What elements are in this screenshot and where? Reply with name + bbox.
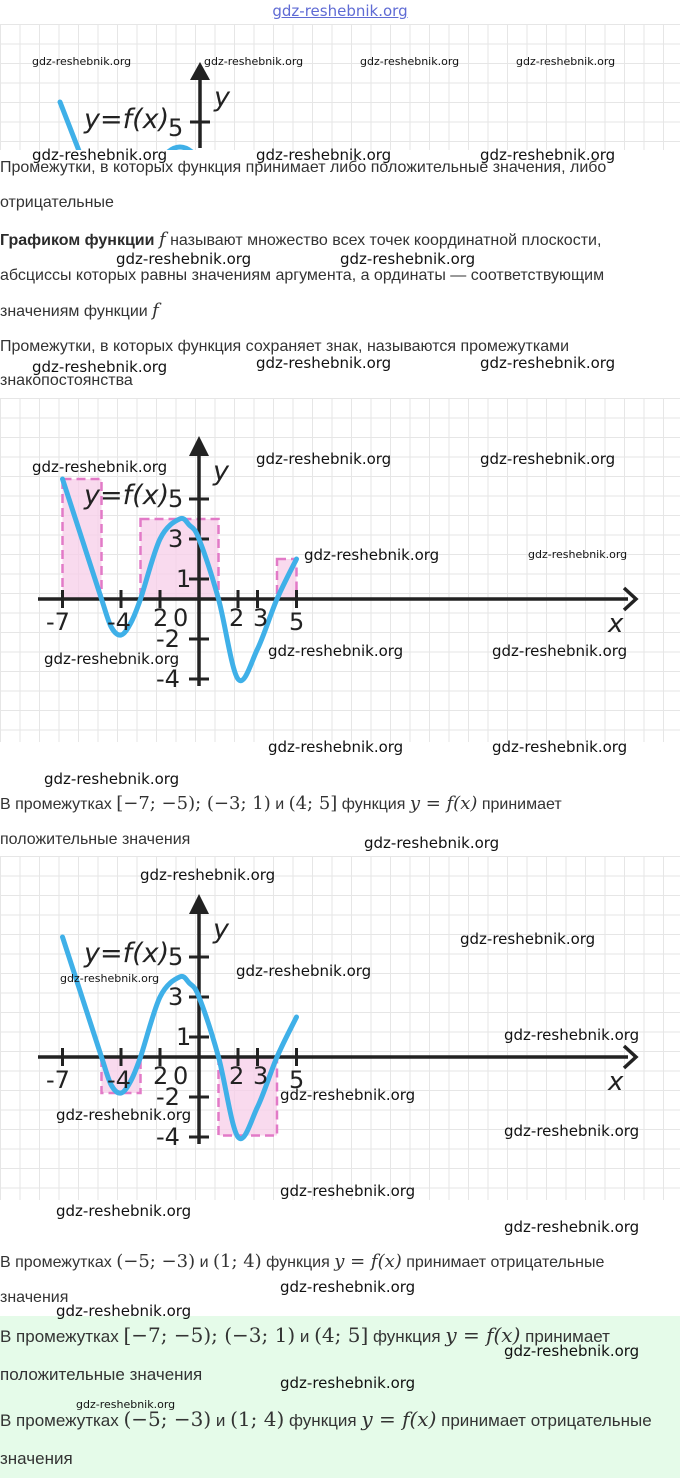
- watermark: gdz-reshebnik.org: [504, 1342, 640, 1360]
- x-tick-label-5: 3: [253, 604, 269, 632]
- watermark: gdz-reshebnik.org: [56, 1106, 192, 1124]
- x-axis-label: x: [608, 609, 624, 639]
- watermark: gdz-reshebnik.org: [32, 55, 132, 68]
- watermark: gdz-reshebnik.org: [340, 250, 476, 268]
- watermark: gdz-reshebnik.org: [480, 450, 616, 468]
- x-tick-label-6: 5: [289, 608, 305, 636]
- function-label: y=f(x): [84, 938, 170, 969]
- x-tick-label-0: -7: [46, 608, 70, 636]
- paragraph-constancy: Промежутки, в которых функция сохраняет знак, называются промежутками знакопостоянства: [0, 338, 570, 389]
- watermark: gdz-reshebnik.org: [280, 1374, 416, 1392]
- answer-negative: В промежутках (−5; −3) и (1; 4) функция y = f(x) принимает отрицательные значения: [0, 1407, 652, 1468]
- term-bold: Графиком функции: [0, 232, 155, 249]
- watermark: gdz-reshebnik.org: [280, 1086, 416, 1104]
- y-tick-label: 5: [168, 114, 184, 142]
- y-tick-label-0: 5: [168, 485, 184, 513]
- x-tick-label-1: -4: [107, 608, 131, 636]
- y-tick-label-3: -2: [156, 625, 180, 653]
- watermark: gdz-reshebnik.org: [44, 770, 180, 788]
- y-tick-label-4: -4: [156, 1123, 180, 1151]
- definition-text: называют множество всех точек координатной плоскости, абсциссы которых равны значениям аргумента, а ординаты — соответствующим значениям функции: [0, 232, 605, 320]
- y-tick-label-0: 5: [168, 943, 184, 971]
- statement-negative: В промежутках (−5; −3) и (1; 4) функция y = f(x) принимает отрицательные значения: [0, 1251, 605, 1306]
- y-tick-label-4: -4: [156, 665, 180, 693]
- paragraph-sign-intervals: Промежутки, в которых функция принимает либо положительные значения, либо отрицательные: [0, 159, 607, 211]
- watermark: gdz-reshebnik.org: [492, 642, 628, 660]
- watermark: gdz-reshebnik.org: [56, 1302, 192, 1320]
- y-tick-label-2: 1: [176, 1023, 192, 1051]
- watermark: gdz-reshebnik.org: [280, 1182, 416, 1200]
- watermark: gdz-reshebnik.org: [528, 548, 628, 561]
- watermark: gdz-reshebnik.org: [32, 146, 168, 164]
- x-tick-label-2: 2: [153, 1062, 169, 1090]
- watermark: gdz-reshebnik.org: [364, 834, 500, 852]
- y-tick-label-1: 3: [168, 983, 184, 1011]
- y-axis-label: y: [213, 914, 229, 945]
- math-f: f: [152, 300, 159, 321]
- x-tick-label-2: 2: [153, 604, 169, 632]
- watermark: gdz-reshebnik.org: [460, 930, 596, 948]
- watermark: gdz-reshebnik.org: [236, 962, 372, 980]
- watermark: gdz-reshebnik.org: [60, 972, 160, 985]
- answer-positive: В промежутках [−7; −5); (−3; 1) и (4; 5] функция y = f(x) принимает положительные значения: [0, 1323, 610, 1384]
- x-tick-label-4: 2: [229, 1062, 245, 1090]
- watermark: gdz-reshebnik.org: [256, 354, 392, 372]
- watermark: gdz-reshebnik.org: [32, 458, 168, 476]
- y-axis-arrow: [189, 436, 209, 456]
- watermark: gdz-reshebnik.org: [116, 250, 252, 268]
- statement-positive: В промежутках [−7; −5); (−3; 1) и (4; 5] функция y = f(x) принимает положительные значения: [0, 793, 562, 848]
- watermark: gdz-reshebnik.org: [516, 55, 616, 68]
- y-axis-arrow: [189, 894, 209, 914]
- watermark: gdz-reshebnik.org: [32, 358, 168, 376]
- watermark: gdz-reshebnik.org: [256, 146, 392, 164]
- watermark: gdz-reshebnik.org: [140, 866, 276, 884]
- watermark: gdz-reshebnik.org: [268, 738, 404, 756]
- watermark: gdz-reshebnik.org: [504, 1026, 640, 1044]
- x-tick-label-5: 3: [253, 1062, 269, 1090]
- watermark: gdz-reshebnik.org: [504, 1218, 640, 1236]
- watermark: gdz-reshebnik.org: [56, 1202, 192, 1220]
- x-tick-label-3: 0: [173, 604, 189, 632]
- function-label: y=f(x): [84, 104, 170, 135]
- x-tick-label-6: 5: [289, 1066, 305, 1094]
- x-tick-label-3: 0: [173, 1062, 189, 1090]
- watermark: gdz-reshebnik.org: [304, 546, 440, 564]
- watermark: gdz-reshebnik.org: [204, 55, 304, 68]
- y-tick-label-1: 3: [168, 525, 184, 553]
- x-axis-label: x: [608, 1067, 624, 1097]
- y-axis-label: y: [214, 82, 230, 113]
- watermark: gdz-reshebnik.org: [268, 642, 404, 660]
- watermark: gdz-reshebnik.org: [44, 650, 180, 668]
- x-tick-label-0: -7: [46, 1066, 70, 1094]
- paragraph-graph-definition: [0, 222, 672, 329]
- y-tick-label-3: -2: [156, 1083, 180, 1111]
- watermark: gdz-reshebnik.org: [504, 1122, 640, 1140]
- math-f: f: [158, 229, 166, 250]
- watermark: gdz-reshebnik.org: [480, 146, 616, 164]
- x-tick-label-1: -4: [107, 1066, 131, 1094]
- graph-cropped: [0, 24, 680, 150]
- x-tick-label-4: 2: [229, 604, 245, 632]
- y-axis-label: y: [213, 456, 229, 487]
- watermark: gdz-reshebnik.org: [256, 450, 392, 468]
- watermark: gdz-reshebnik.org: [360, 55, 460, 68]
- watermark: gdz-reshebnik.org: [492, 738, 628, 756]
- y-tick-label-2: 1: [176, 565, 192, 593]
- function-label: y=f(x): [84, 480, 170, 511]
- answer-box: [0, 1316, 680, 1478]
- watermark: gdz-reshebnik.org: [280, 1278, 416, 1296]
- site-header-link[interactable]: gdz-reshebnik.org: [272, 2, 408, 20]
- watermark: gdz-reshebnik.org: [76, 1398, 176, 1411]
- watermark: gdz-reshebnik.org: [480, 354, 616, 372]
